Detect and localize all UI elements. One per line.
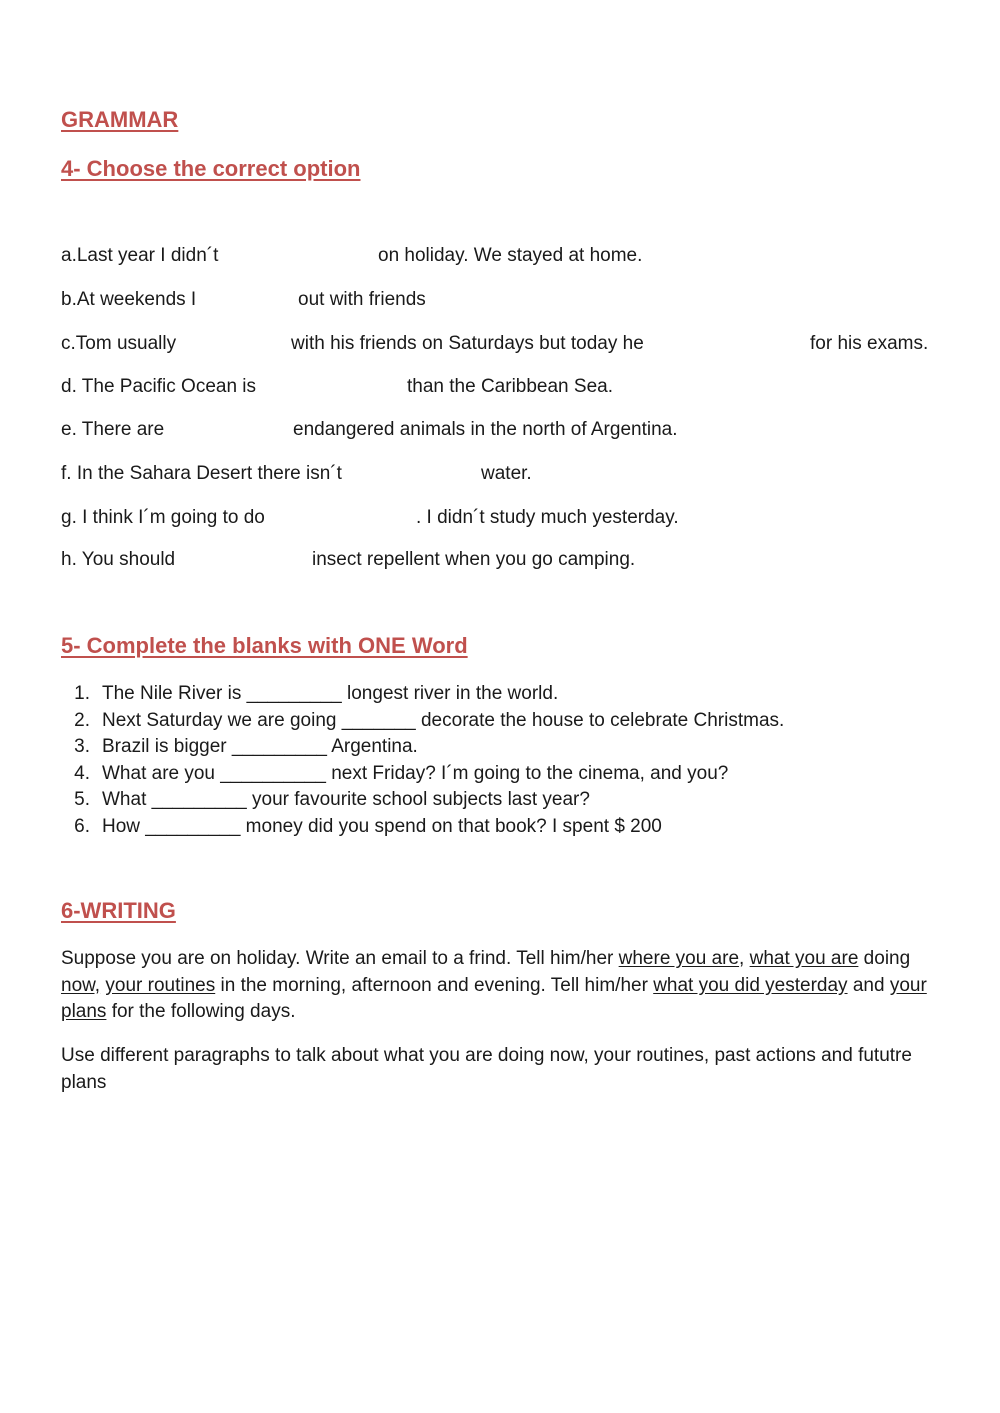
text-span: Suppose you are on holiday. Write an email to a frind. Tell him/her — [61, 948, 619, 969]
text-span: , — [739, 948, 750, 969]
text-span: for the following days. — [106, 1001, 296, 1022]
underlined-phrase: what you did yesterday — [653, 974, 848, 996]
list-item-number: 6. — [74, 815, 90, 837]
list-item-text: What are you __________ next Friday? I´m going to the cinema, and you? — [102, 762, 729, 784]
underlined-phrase: your plans — [61, 974, 927, 1022]
item-d-part1: d. The Pacific Ocean is — [61, 376, 257, 397]
item-c-part3: for his exams. — [810, 333, 929, 354]
item-a-part1: a.Last year I didn´t — [61, 245, 219, 266]
underlined-phrase: where you are — [618, 948, 740, 969]
writing-paragraph-tip: Use different paragraphs to talk about what you are doing now, your routines, past actions and fututre plans — [61, 1045, 912, 1093]
list-item-number: 1. — [74, 683, 90, 704]
list-item-text: What _________ your favourite school subjects last year? — [102, 789, 590, 811]
text-span: doing — [858, 948, 911, 969]
writing-instructions — [61, 946, 931, 1026]
section-5-list — [61, 681, 784, 841]
list-item-number: 2. — [74, 709, 90, 731]
list-item-number: 3. — [74, 736, 90, 758]
item-a-part2: on holiday. We stayed at home. — [378, 245, 643, 266]
list-item — [61, 708, 784, 735]
item-e-part1: e. There are — [61, 419, 165, 440]
item-c-part1: c.Tom usually — [61, 333, 177, 354]
item-g-part1: g. I think I´m going to do — [61, 507, 265, 528]
section-5-title: 5- Complete the blanks with ONE Word — [61, 633, 468, 658]
item-f-part2: water. — [481, 463, 532, 484]
item-d-part2: than the Caribbean Sea. — [407, 376, 613, 397]
list-item-text: Brazil is bigger _________ Argentina. — [102, 736, 418, 758]
item-h-part2: insect repellent when you go camping. — [312, 549, 636, 570]
item-f-part1: f. In the Sahara Desert there isn´t — [61, 463, 342, 484]
section-4-title: 4- Choose the correct option — [61, 156, 361, 181]
text-span: in the morning, afternoon and evening. Tell him/her — [215, 974, 654, 996]
item-h-part1: h. You should — [61, 549, 176, 570]
section-6-title: 6-WRITING — [61, 898, 176, 923]
grammar-heading: GRAMMAR — [61, 107, 179, 132]
underlined-phrase: now, — [61, 974, 101, 996]
list-item — [61, 681, 784, 708]
list-item-text: How _________ money did you spend on that book? I spent $ 200 — [102, 815, 662, 837]
list-item — [61, 734, 784, 761]
item-g-part2: . I didn´t study much yesterday. — [416, 507, 679, 528]
list-item — [61, 787, 784, 814]
item-b-part2: out with friends — [298, 289, 426, 310]
list-item-number: 5. — [74, 789, 90, 811]
item-c-part2: with his friends on Saturdays but today he — [291, 333, 644, 354]
list-item — [61, 814, 784, 841]
text-span: and — [847, 974, 890, 996]
underlined-phrase: your routines — [105, 974, 216, 996]
list-item-text: Next Saturday we are going _______ decorate the house to celebrate Christmas. — [102, 709, 785, 731]
list-item-text: The Nile River is _________ longest river in the world. — [102, 683, 559, 704]
list-item — [61, 761, 784, 788]
list-item-number: 4. — [74, 762, 90, 784]
item-b-part1: b.At weekends I — [61, 289, 197, 310]
underlined-phrase: what you are — [749, 948, 859, 969]
item-e-part2: endangered animals in the north of Argentina. — [293, 419, 678, 440]
